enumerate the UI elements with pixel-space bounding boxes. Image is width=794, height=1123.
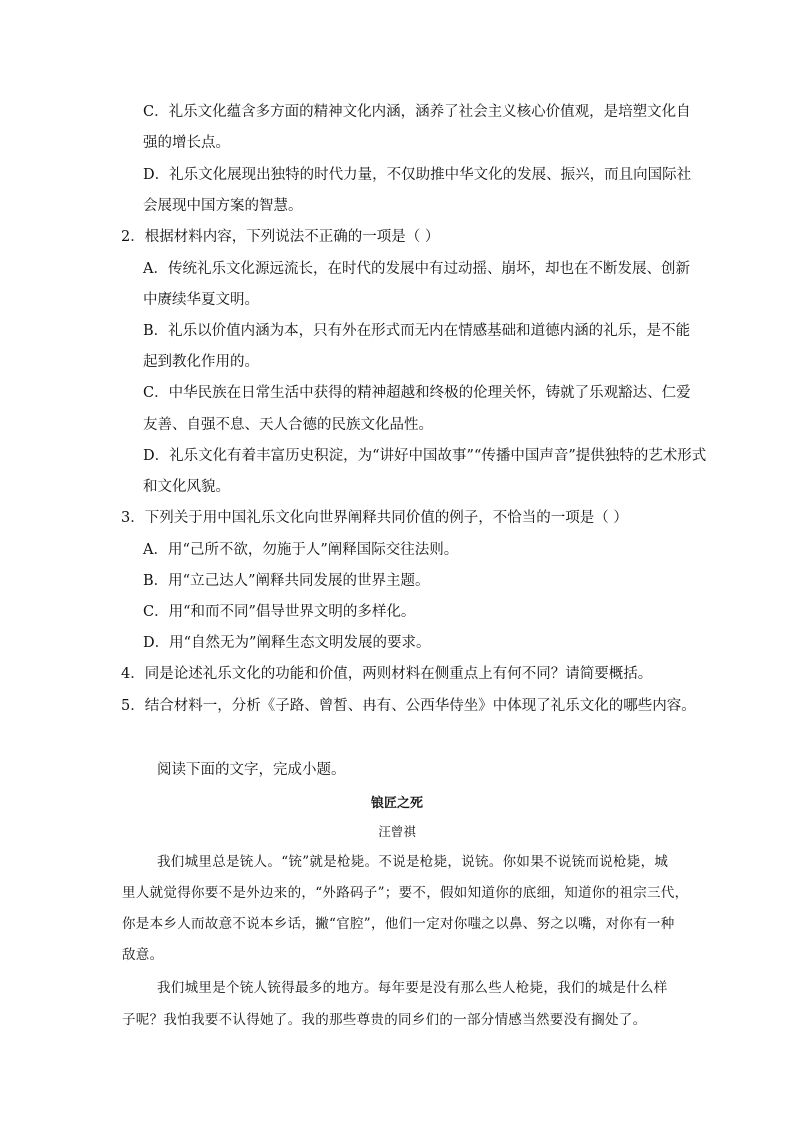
q3-option-d: D．用“自然无为”阐释生态文明发展的要求。 [143, 635, 431, 651]
story-p1-line1: 我们城里总是铳人。“铳”就是枪毙。不说是枪毙，说铳。你如果不说铳而说枪毙，城 [157, 854, 669, 870]
story-p2-line1: 我们城里是个铳人铳得最多的地方。每年要是没有那么些人枪毙，我们的城是什么样 [157, 980, 668, 996]
q1-option-d-line2: 会展现中国方案的智慧。 [143, 198, 303, 214]
q4-stem: 4．同是论述礼乐文化的功能和价值，两则材料在侧重点上有何不同？请简要概括。 [121, 666, 653, 682]
q5-stem: 5．结合材料一，分析《子路、曾皙、冉有、公西华侍坐》中体现了礼乐文化的哪些内容。 [121, 698, 696, 714]
q2-option-d-line2: 和文化风貌。 [143, 479, 230, 495]
q1-option-c-line1: C．礼乐文化蕴含多方面的精神文化内涵，涵养了社会主义核心价值观，是培塑文化自 [143, 104, 691, 120]
q3-option-c: C．用“和而不同”倡导世界文明的多样化。 [143, 604, 416, 620]
reading-intro: 阅读下面的文字，完成小题。 [157, 762, 346, 778]
q2-option-b-line2: 起到教化作用的。 [143, 354, 259, 370]
story-p1-line2: 里人就觉得你要不是外边来的，“外路码子”；要不，假如知道你的底细，知道你的祖宗三代， [122, 885, 689, 901]
q2-option-c-line2: 友善、自强不息、天人合德的民族文化品性。 [143, 417, 433, 433]
story-p1-line4: 敌意。 [122, 947, 164, 963]
q3-option-a: A．用“己所不欲，勿施于人”阐释国际交往法则。 [143, 542, 459, 558]
q2-option-a-line1: A．传统礼乐文化源远流长，在时代的发展中有过动摇、崩坏，却也在不断发展、创新 [143, 261, 690, 277]
q1-option-c-line2: 强的增长点。 [143, 135, 230, 151]
story-p1-line3: 你是本乡人而故意不说本乡话，撇“官腔”，他们一定对你嗤之以鼻、努之以嘴，对你有一种 [122, 916, 675, 932]
q2-option-b-line1: B．礼乐以价值内涵为本，只有外在形式而无内在情感基础和道德内涵的礼乐，是不能 [143, 323, 691, 339]
story-title: 锒匠之死 [370, 796, 423, 811]
story-author: 汪曾祺 [378, 824, 416, 839]
q2-option-c-line1: C．中华民族在日常生活中获得的精神超越和终极的伦理关怀，铸就了乐观豁达、仁爱 [143, 385, 691, 401]
q3-option-b: B．用“立己达人”阐释共同发展的世界主题。 [143, 573, 430, 589]
q2-option-a-line2: 中赓续华夏文明。 [143, 292, 259, 308]
q1-option-d-line1: D．礼乐文化展现出独特的时代力量，不仅助推中华文化的发展、振兴，而且向国际社 [143, 167, 692, 183]
q2-option-d-line1: D．礼乐文化有着丰富历史积淀，为“讲好中国故事”“传播中国声音”提供独特的艺术形式 [143, 448, 707, 464]
story-p2-line2: 子呢？我怕我要不认得她了。我的那些尊贵的同乡们的一部分情感当然要没有搁处了。 [122, 1012, 647, 1028]
q3-stem: 3．下列关于用中国礼乐文化向世界阐释共同价值的例子，不恰当的一项是（ ） [121, 510, 628, 526]
q2-stem: 2．根据材料内容，下列说法不正确的一项是（ ） [121, 229, 440, 245]
